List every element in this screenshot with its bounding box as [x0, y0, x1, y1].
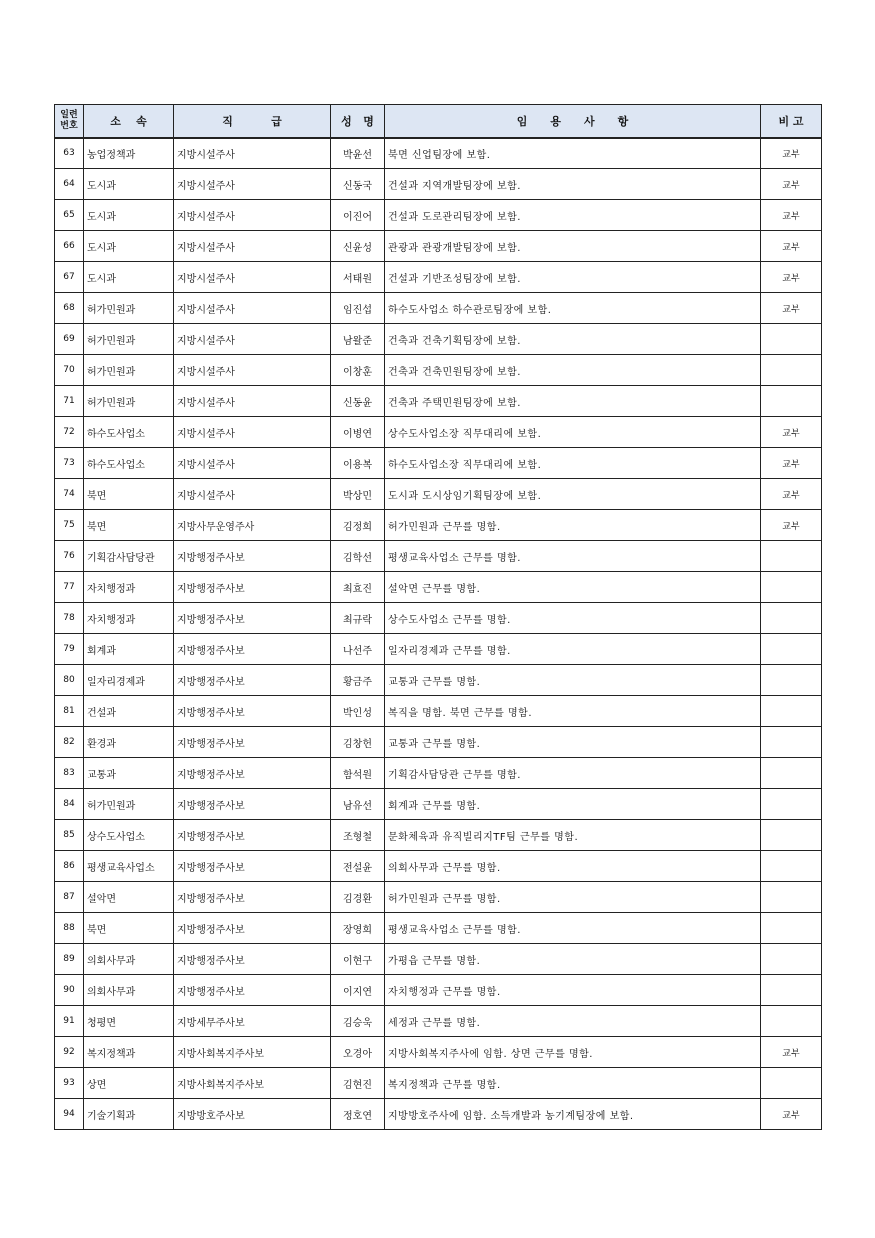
table-row	[55, 975, 822, 1006]
header-rank-label: 직 급	[222, 114, 282, 128]
department-cell: 자치행정과	[84, 572, 174, 603]
rank-cell: 지방사무운영주사	[174, 510, 331, 541]
name-cell: 신동국	[331, 169, 385, 200]
name-cell: 남왈준	[331, 324, 385, 355]
appointment-details-cell: 자치행정과 근무를 명함.	[385, 975, 761, 1006]
appointment-details-cell: 교통과 근무를 명함.	[385, 727, 761, 758]
table-row	[55, 479, 822, 510]
note-cell: 교부	[761, 1099, 822, 1130]
header-serial-line1: 일련	[60, 109, 78, 120]
appointment-details-cell: 문화체육과 유직빌리지TF팀 근무를 명함.	[385, 820, 761, 851]
rank-cell: 지방행정주사보	[174, 820, 331, 851]
header-serial-line2: 번호	[60, 120, 78, 131]
name-cell: 신윤성	[331, 231, 385, 262]
table-row	[55, 200, 822, 231]
rank-cell: 지방시설주사	[174, 324, 331, 355]
serial-number-cell: 76	[55, 541, 84, 572]
rank-cell: 지방행정주사보	[174, 851, 331, 882]
table-row	[55, 386, 822, 417]
note-cell	[761, 355, 822, 386]
serial-number-cell: 67	[55, 262, 84, 293]
note-cell	[761, 758, 822, 789]
header-row	[55, 105, 822, 138]
rank-cell: 지방시설주사	[174, 169, 331, 200]
note-cell	[761, 541, 822, 572]
appointment-details-cell: 회계과 근무를 명함.	[385, 789, 761, 820]
serial-number-cell: 80	[55, 665, 84, 696]
note-cell	[761, 944, 822, 975]
department-cell: 도시과	[84, 200, 174, 231]
name-cell: 이용복	[331, 448, 385, 479]
rank-cell: 지방시설주사	[174, 200, 331, 231]
table-row	[55, 603, 822, 634]
serial-number-cell: 83	[55, 758, 84, 789]
department-cell: 설악면	[84, 882, 174, 913]
table-row	[55, 1037, 822, 1068]
serial-number-cell: 77	[55, 572, 84, 603]
serial-number-cell: 78	[55, 603, 84, 634]
rank-cell: 지방행정주사보	[174, 758, 331, 789]
department-cell: 건설과	[84, 696, 174, 727]
note-cell	[761, 572, 822, 603]
appointment-details-cell: 지방방호주사에 임함. 소득개발과 농기계팀장에 보함.	[385, 1099, 761, 1130]
appointment-details-cell: 하수도사업소 하수관로팀장에 보함.	[385, 293, 761, 324]
department-cell: 상면	[84, 1068, 174, 1099]
appointment-details-cell: 기획감사담당관 근무를 명함.	[385, 758, 761, 789]
appointment-details-cell: 상수도사업소장 직무대리에 보함.	[385, 417, 761, 448]
department-cell: 청평면	[84, 1006, 174, 1037]
serial-number-cell: 88	[55, 913, 84, 944]
rank-cell: 지방행정주사보	[174, 665, 331, 696]
rank-cell: 지방행정주사보	[174, 603, 331, 634]
table-row	[55, 448, 822, 479]
personnel-appointment-table	[54, 104, 821, 1130]
note-cell	[761, 1068, 822, 1099]
serial-number-cell: 69	[55, 324, 84, 355]
name-cell: 정호연	[331, 1099, 385, 1130]
note-cell	[761, 603, 822, 634]
department-cell: 도시과	[84, 231, 174, 262]
department-cell: 의회사무과	[84, 975, 174, 1006]
header-name-label: 성 명	[341, 114, 374, 128]
appointment-details-cell: 세정과 근무를 명함.	[385, 1006, 761, 1037]
name-cell: 김현진	[331, 1068, 385, 1099]
appointment-details-cell: 의회사무과 근무를 명함.	[385, 851, 761, 882]
appointment-details-cell: 교통과 근무를 명함.	[385, 665, 761, 696]
note-cell	[761, 386, 822, 417]
name-cell: 전설윤	[331, 851, 385, 882]
table-row	[55, 696, 822, 727]
serial-number-cell: 81	[55, 696, 84, 727]
note-cell: 교부	[761, 1037, 822, 1068]
department-cell: 평생교육사업소	[84, 851, 174, 882]
table-row	[55, 417, 822, 448]
note-cell: 교부	[761, 510, 822, 541]
department-cell: 허가민원과	[84, 386, 174, 417]
rank-cell: 지방시설주사	[174, 231, 331, 262]
rank-cell: 지방시설주사	[174, 293, 331, 324]
name-cell: 서태원	[331, 262, 385, 293]
name-cell: 장영희	[331, 913, 385, 944]
rank-cell: 지방행정주사보	[174, 634, 331, 665]
table-row	[55, 727, 822, 758]
department-cell: 의회사무과	[84, 944, 174, 975]
header-rank	[174, 105, 331, 138]
note-cell	[761, 634, 822, 665]
appointment-details-cell: 건설과 기반조성팀장에 보함.	[385, 262, 761, 293]
department-cell: 환경과	[84, 727, 174, 758]
note-cell: 교부	[761, 417, 822, 448]
name-cell: 남유선	[331, 789, 385, 820]
department-cell: 일자리경제과	[84, 665, 174, 696]
note-cell	[761, 882, 822, 913]
name-cell: 황금주	[331, 665, 385, 696]
department-cell: 농업정책과	[84, 138, 174, 169]
header-name	[331, 105, 385, 138]
rank-cell: 지방행정주사보	[174, 913, 331, 944]
name-cell: 김창헌	[331, 727, 385, 758]
serial-number-cell: 90	[55, 975, 84, 1006]
table-row	[55, 541, 822, 572]
note-cell: 교부	[761, 169, 822, 200]
name-cell: 이지연	[331, 975, 385, 1006]
table-row	[55, 1099, 822, 1130]
name-cell: 함석원	[331, 758, 385, 789]
serial-number-cell: 84	[55, 789, 84, 820]
appointment-details-cell: 건축과 건축민원팀장에 보함.	[385, 355, 761, 386]
table-row	[55, 355, 822, 386]
table-row	[55, 944, 822, 975]
appointment-table	[54, 104, 822, 1130]
table-row	[55, 169, 822, 200]
rank-cell: 지방행정주사보	[174, 944, 331, 975]
appointment-details-cell: 복지정책과 근무를 명함.	[385, 1068, 761, 1099]
serial-number-cell: 85	[55, 820, 84, 851]
rank-cell: 지방행정주사보	[174, 789, 331, 820]
serial-number-cell: 89	[55, 944, 84, 975]
rank-cell: 지방행정주사보	[174, 572, 331, 603]
rank-cell: 지방행정주사보	[174, 727, 331, 758]
table-row	[55, 572, 822, 603]
header-department	[84, 105, 174, 138]
appointment-details-cell: 설악면 근무를 명함.	[385, 572, 761, 603]
department-cell: 허가민원과	[84, 789, 174, 820]
department-cell: 허가민원과	[84, 355, 174, 386]
serial-number-cell: 75	[55, 510, 84, 541]
name-cell: 최규락	[331, 603, 385, 634]
serial-number-cell: 74	[55, 479, 84, 510]
department-cell: 하수도사업소	[84, 417, 174, 448]
name-cell: 최효진	[331, 572, 385, 603]
department-cell: 허가민원과	[84, 293, 174, 324]
serial-number-cell: 79	[55, 634, 84, 665]
serial-number-cell: 64	[55, 169, 84, 200]
name-cell: 김학선	[331, 541, 385, 572]
department-cell: 기술기획과	[84, 1099, 174, 1130]
table-row	[55, 510, 822, 541]
appointment-details-cell: 건축과 주택민원팀장에 보함.	[385, 386, 761, 417]
serial-number-cell: 66	[55, 231, 84, 262]
name-cell: 박인성	[331, 696, 385, 727]
serial-number-cell: 87	[55, 882, 84, 913]
appointment-details-cell: 평생교육사업소 근무를 명함.	[385, 913, 761, 944]
department-cell: 상수도사업소	[84, 820, 174, 851]
note-cell	[761, 975, 822, 1006]
table-row	[55, 665, 822, 696]
serial-number-cell: 65	[55, 200, 84, 231]
appointment-details-cell: 허가민원과 근무를 명함.	[385, 510, 761, 541]
header-department-label: 소 속	[110, 114, 147, 128]
rank-cell: 지방행정주사보	[174, 541, 331, 572]
serial-number-cell: 86	[55, 851, 84, 882]
name-cell: 김정희	[331, 510, 385, 541]
appointment-details-cell: 하수도사업소장 직무대리에 보함.	[385, 448, 761, 479]
serial-number-cell: 71	[55, 386, 84, 417]
serial-number-cell: 68	[55, 293, 84, 324]
table-row	[55, 820, 822, 851]
note-cell: 교부	[761, 200, 822, 231]
rank-cell: 지방시설주사	[174, 386, 331, 417]
note-cell	[761, 727, 822, 758]
name-cell: 이현구	[331, 944, 385, 975]
rank-cell: 지방시설주사	[174, 479, 331, 510]
note-cell	[761, 913, 822, 944]
name-cell: 오경아	[331, 1037, 385, 1068]
header-serial-number	[55, 105, 84, 138]
name-cell: 박상민	[331, 479, 385, 510]
name-cell: 이진어	[331, 200, 385, 231]
appointment-details-cell: 허가민원과 근무를 명함.	[385, 882, 761, 913]
department-cell: 기획감사담당관	[84, 541, 174, 572]
serial-number-cell: 91	[55, 1006, 84, 1037]
rank-cell: 지방시설주사	[174, 417, 331, 448]
appointment-details-cell: 건축과 건축기획팀장에 보함.	[385, 324, 761, 355]
note-cell: 교부	[761, 262, 822, 293]
table-row	[55, 293, 822, 324]
department-cell: 자치행정과	[84, 603, 174, 634]
department-cell: 하수도사업소	[84, 448, 174, 479]
appointment-details-cell: 지방사회복지주사에 임함. 상면 근무를 명함.	[385, 1037, 761, 1068]
table-row	[55, 1068, 822, 1099]
appointment-details-cell: 가평읍 근무를 명함.	[385, 944, 761, 975]
header-details-label: 임 용 사 항	[516, 114, 629, 128]
department-cell: 북면	[84, 510, 174, 541]
table-row	[55, 851, 822, 882]
note-cell	[761, 696, 822, 727]
department-cell: 복지정책과	[84, 1037, 174, 1068]
note-cell: 교부	[761, 479, 822, 510]
appointment-details-cell: 복직을 명함. 북면 근무를 명함.	[385, 696, 761, 727]
note-cell: 교부	[761, 231, 822, 262]
name-cell: 임진섭	[331, 293, 385, 324]
name-cell: 김승욱	[331, 1006, 385, 1037]
note-cell	[761, 789, 822, 820]
appointment-details-cell: 상수도사업소 근무를 명함.	[385, 603, 761, 634]
table-row	[55, 1006, 822, 1037]
department-cell: 도시과	[84, 262, 174, 293]
serial-number-cell: 63	[55, 138, 84, 169]
department-cell: 교통과	[84, 758, 174, 789]
serial-number-cell: 94	[55, 1099, 84, 1130]
department-cell: 도시과	[84, 169, 174, 200]
rank-cell: 지방시설주사	[174, 448, 331, 479]
note-cell: 교부	[761, 138, 822, 169]
serial-number-cell: 72	[55, 417, 84, 448]
serial-number-cell: 73	[55, 448, 84, 479]
note-cell	[761, 665, 822, 696]
note-cell	[761, 324, 822, 355]
table-row	[55, 262, 822, 293]
note-cell	[761, 1006, 822, 1037]
header-note-label: 비 고	[778, 114, 804, 128]
rank-cell: 지방행정주사보	[174, 882, 331, 913]
rank-cell: 지방사회복지주사보	[174, 1068, 331, 1099]
serial-number-cell: 92	[55, 1037, 84, 1068]
department-cell: 북면	[84, 913, 174, 944]
appointment-details-cell: 건설과 도로관리팀장에 보함.	[385, 200, 761, 231]
serial-number-cell: 82	[55, 727, 84, 758]
rank-cell: 지방방호주사보	[174, 1099, 331, 1130]
appointment-details-cell: 도시과 도시상임기획팀장에 보함.	[385, 479, 761, 510]
department-cell: 북면	[84, 479, 174, 510]
name-cell: 박윤선	[331, 138, 385, 169]
rank-cell: 지방시설주사	[174, 262, 331, 293]
name-cell: 이창훈	[331, 355, 385, 386]
header-appointment-details	[385, 105, 761, 138]
name-cell: 조형철	[331, 820, 385, 851]
department-cell: 회계과	[84, 634, 174, 665]
table-row	[55, 138, 822, 169]
table-row	[55, 634, 822, 665]
department-cell: 허가민원과	[84, 324, 174, 355]
appointment-details-cell: 건설과 지역개발팀장에 보함.	[385, 169, 761, 200]
appointment-details-cell: 관광과 관광개발팀장에 보함.	[385, 231, 761, 262]
table-row	[55, 882, 822, 913]
note-cell	[761, 820, 822, 851]
rank-cell: 지방세무주사보	[174, 1006, 331, 1037]
name-cell: 신동윤	[331, 386, 385, 417]
rank-cell: 지방행정주사보	[174, 975, 331, 1006]
note-cell: 교부	[761, 293, 822, 324]
name-cell: 나선주	[331, 634, 385, 665]
header-note	[761, 105, 822, 138]
note-cell	[761, 851, 822, 882]
table-row	[55, 913, 822, 944]
name-cell: 이병연	[331, 417, 385, 448]
rank-cell: 지방사회복지주사보	[174, 1037, 331, 1068]
appointment-details-cell: 일자리경제과 근무를 명함.	[385, 634, 761, 665]
note-cell: 교부	[761, 448, 822, 479]
rank-cell: 지방시설주사	[174, 138, 331, 169]
rank-cell: 지방시설주사	[174, 355, 331, 386]
table-row	[55, 231, 822, 262]
appointment-details-cell: 평생교육사업소 근무를 명함.	[385, 541, 761, 572]
table-row	[55, 324, 822, 355]
table-row	[55, 789, 822, 820]
serial-number-cell: 70	[55, 355, 84, 386]
table-row	[55, 758, 822, 789]
name-cell: 김경환	[331, 882, 385, 913]
table-body	[55, 138, 822, 1130]
appointment-details-cell: 북면 신업팀장에 보함.	[385, 138, 761, 169]
rank-cell: 지방행정주사보	[174, 696, 331, 727]
serial-number-cell: 93	[55, 1068, 84, 1099]
